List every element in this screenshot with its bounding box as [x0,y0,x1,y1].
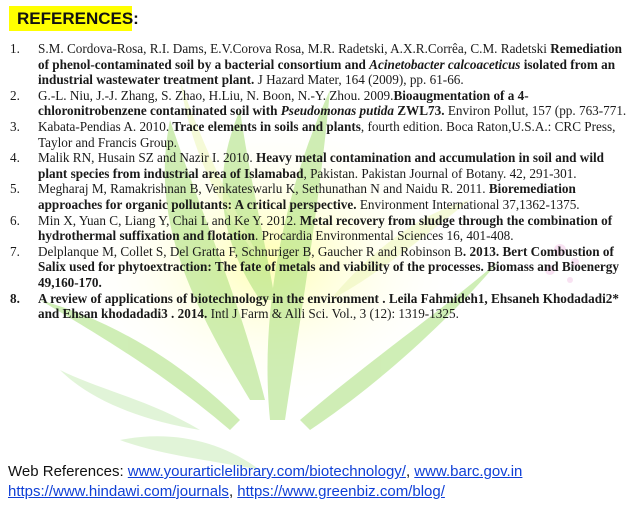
link-hindawi[interactable]: https://www.hindawi.com/journals [8,483,229,500]
reference-number: 3. [10,118,20,134]
reference-number: 2. [10,87,20,103]
reference-number: 4. [10,150,20,166]
reference-item: 6. Min X, Yuan C, Liang Y, Chai L and Ke Y. 2012. Metal recovery from sludge through the combination of hydrothermal suffixation and flotation. Procardia Environmental Sciences 16, 401-408. [10,212,613,244]
reference-number: 1. [10,41,20,56]
reference-item: 4. Malik RN, Husain SZ and Nazir I. 2010. Heavy metal contamination and accumulation in soil and wild plant species from industrial area of Islamabad, Pakistan. Pakistan Journal of Botany. 42, 291-301. [10,150,604,181]
reference-item: 7. Delplanque M, Collet S, Del Gratta F, Schnuriger B, Gaucher R and Robinson B. 2013. Bert Combustion of Salix used for phytoextraction: The fate of metals and viability of the processes. Biomass and Bioenergy 49,160-170. [10,243,619,290]
link-yourarticlelibrary[interactable]: www.yourarticlelibrary.com/biotechnology/ [127,463,406,480]
web-references-label: Web References: [8,463,128,480]
reference-list [10,41,632,322]
slide-title: REFERENCES: [9,6,132,31]
reference-item: 1. S.M. Cordova-Rosa, R.I. Dams, E.V.Corova Rosa, M.R. Radetski, A.X.R.Corrêa, C.M. Radetski Remediation of phenol-contaminated soil by a bacterial consortium and Acinetobacter calcoaceticus isolated from an industrial wastewater treatment plant. J Hazard Mater, 164 (2009), pp. 61-66. [10,41,623,88]
reference-number: 5. [10,181,20,197]
link-greenbiz[interactable]: https://www.greenbiz.com/blog/ [237,483,445,500]
web-references: Web References: www.yourarticlelibrary.com/biotechnology/, www.barc.gov.in https://www.hindawi.com/journals, https://www.greenbiz.com/blog/ [8,463,523,500]
reference-number: 6. [10,212,20,228]
reference-number: 7. [10,243,20,259]
link-barc[interactable]: www.barc.gov.in [414,463,523,480]
reference-item: 2. G.-L. Niu, J.-J. Zhang, S. Zhao, H.Liu, N. Boon, N.-Y. Zhou. 2009.Bioaugmentation of a 4-chloronitrobenzene contaminated soil with Pseudomonas putida ZWL73. Environ Pollut, 157 (pp. 763-771. [10,87,627,119]
reference-item: 8. A review of applications of biotechnology in the environment . Leila Fahmideh1, Ehsaneh Khodadadi2* and Ehsan khodadadi3 . 2014. Intl J Farm & Alli Sci. Vol., 3 (12): 1319-1325. [10,290,619,322]
reference-item: 5. Megharaj M, Ramakrishnan B, Venkateswarlu K, Sethunathan N and Naidu R. 2011. Bioremediation approaches for organic pollutants: A critical perspective. Environment International 37,1362-1375. [10,181,580,212]
reference-item: 3. Kabata-Pendias A. 2010. Trace elements in soils and plants, fourth edition. Boca Raton,U.S.A.: CRC Press, Taylor and Francis Group. [10,118,616,150]
reference-number: 8. [10,290,20,306]
